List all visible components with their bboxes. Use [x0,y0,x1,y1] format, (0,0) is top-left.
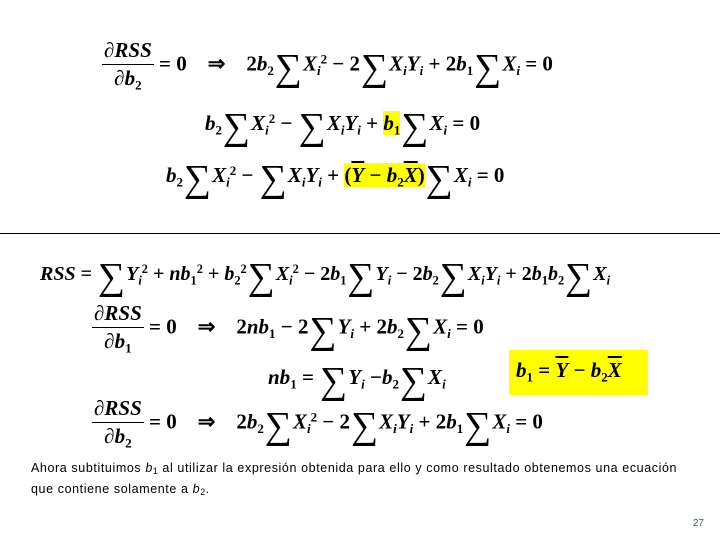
equation-dRSS-db1: $\frac{\text{∂RSS}}{\partial b_1}$ = 0 ⇒ $2nb_1 - 2\sum Y_i + 2b_2\sum X_i = 0$ [94,301,484,356]
caption-var-b1: b [145,461,153,475]
substitution-highlight: $(\overline{Y} - b_2\overline{X})$ [344,163,425,190]
section-divider [0,233,720,234]
caption-sub-2: 2 [200,486,206,497]
caption-sub-1: 1 [152,465,159,476]
equation-nb1: $nb_1 = \sum Y_i -b_2\sum X_i$ [268,360,446,402]
b1-highlight: $b_1$ [383,111,401,138]
caption-part-2: al utilizar la expresión obtenida para ello y como resultado obtenemos una ecuación que contiene solamente a [31,461,678,496]
page-number: 27 [692,518,704,529]
equation-b1-solution-box: $b_1 = \overline{Y} - b_2\overline{X}$ [509,350,648,395]
equation-b2-sum-simplified: $b_2\sum X_i^2 - \sum X_iY_i + b_1\sum X_i = 0$ [205,106,481,148]
equation-dRSS-db2-top: $\frac{\text{∂RSS}}{\partial b_2}$ = 0 ⇒ $2b_2\sum X_i^2 - 2\sum X_iY_i + 2b_1\sum X_i = 0$ [104,38,553,93]
caption-text [31,459,701,501]
equation-rss-expansion: RSS = $\sum Y_i^2 + nb_1^2 + b_2^2\sum X_i^2 - 2b_1\sum Y_i - 2b_2\sum X_iY_i + 2b_1b_2\sum X_i$ [40,256,611,298]
caption-var-b2: b [192,481,201,496]
caption-part-3: . [205,481,210,496]
equation-b1-substituted: $b_2\sum X_i^2 - \sum X_iY_i + (\overline{Y} - b_2\overline{X})\sum X_i = 0$ [166,158,505,200]
equation-dRSS-db2-bottom: $\frac{\text{∂RSS}}{\partial b_2}$ = 0 ⇒ $2b_2\sum X_i^2 - 2\sum X_iY_i + 2b_1\sum X_i = 0$ [94,396,543,451]
caption-part-1: Ahora subtituimos [31,461,146,475]
